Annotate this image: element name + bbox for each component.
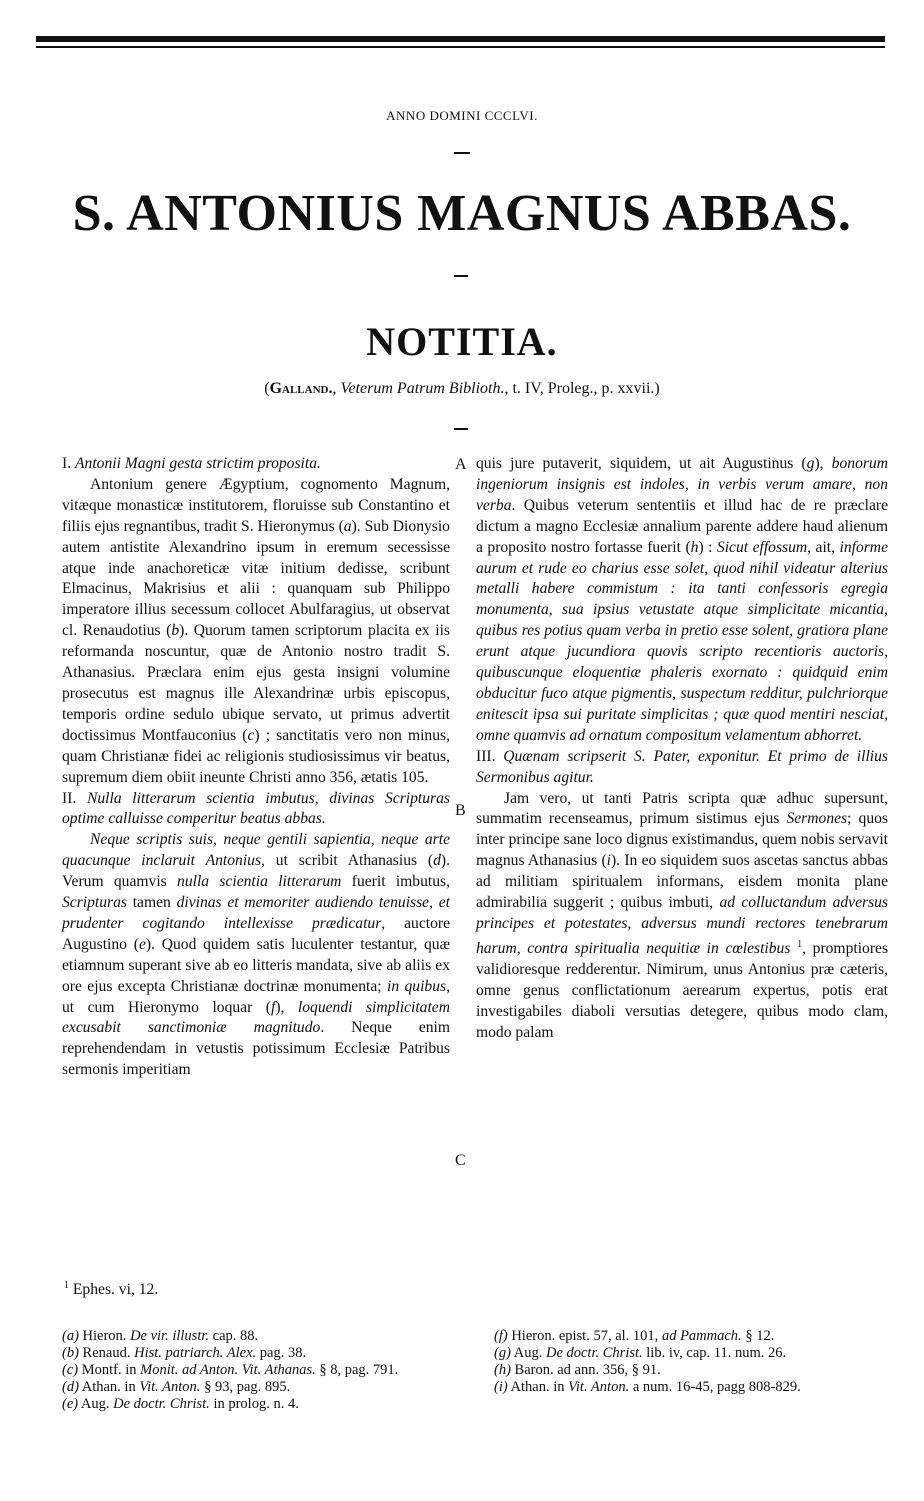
top-rule-thin: [36, 46, 885, 48]
paragraph-2: Neque scriptis suis, neque gentili sapientia, neque arte quacunque inclaruit Antonius, ut scribit Athanasius (d). Verum quamvis nulla scientia litterarum fuerit imbutus, Scripturas tamen divinas et memoriter audiendo tenuisse, et prudenter cogitando intellexisse prædicatur, auctore Augustino (e). Quod quidem satis luculenter testantur, quæ etiamnum superant sive ab eo litteris mandata, sive ab aliis ex ore ejus excepta Christianæ doctrinæ monumenta; in quibus, ut cum Hieronymo loquar (f), loquendi simplicitatem excusabit sanctimoniæ magnitudo. Neque enim reprehendendam in vetustis potissimum Ecclesiæ Patribus sermonis imperitiam: [62, 831, 451, 1079]
left-column: [62, 454, 450, 1081]
notes-left: [62, 1328, 452, 1413]
separator-dash: [454, 428, 468, 430]
paragraph-4: Jam vero, ut tanti Patris scripta quæ adhuc supersunt, summatim recenseamus, primum sistimus ejus Sermones; quos inter principe sane loco dignus existimandus, quem nobis servavit magnus Athanasius (i). In eo siquidem suos ascetas sanctus abbas ad militiam spiritualem informans, eisdem monita plane admirabilia suggerit ; quibus imbuti, ad colluctandum adversus principes et potestates, adversus mundi rectores tenebrarum harum, contra spiritualia nequitiæ in cœlestibus $^1$, promptiores validioresque redderentur. Nimirum, unus Antonius præ cæteris, omne genus conflictationum aerearum expertus, potis erat investigabiles diaboli versutias detegere, quibus modo clam, modo palam: [476, 789, 889, 1041]
paragraph-3: quis jure putaverit, siquidem, ut ait Augustinus (g), bonorum ingeniorum insignis est indoles, in verbis verum amare, non verba. Quibus veterum sententiis et illud hac de re præclare dictum a magno Ecclesiæ annalium parente addere haud alienum a proposito nostro fortasse fuerit (h) : Sicut effossum, ait, informe aurum et rude eo charius esse solet, quod nihil videatur alterius metalli habere commistum : ita tanti confessoris egregia monumenta, sua ipsius vetustate atque simplicitate micantia, quibus res potius quam verba in pretio esse solent, gratiora plane erunt atque jucundiora quovis scripto recentioris auctoris, quibuscunque eloquentiæ phaleris exornato : quidquid enim obducitur fuco atque pigmentis, suspectum redditur, pulchriorque enitescit ipsa sui puritate simplicitas ; quæ quod mentiri nesciat, omne quamvis ad ornatum compositum velamentum abhorret.: [476, 455, 888, 744]
note-item: (i) Athan. in Vit. Anton. a num. 16-45, pagg 808-829.: [494, 1379, 801, 1395]
page-title: S. ANTONIUS MAGNUS ABBAS.: [72, 185, 852, 242]
running-head: ANNO DOMINI CCCLVI.: [386, 108, 538, 123]
note-item: (c) Montf. in Monit. ad Anton. Vit. Athanas. § 8, pag. 791.: [62, 1362, 399, 1378]
separator-dash: [454, 152, 470, 154]
note-item: (h) Baron. ad ann. 356, § 91.: [494, 1362, 661, 1378]
right-column: [476, 454, 888, 1044]
source-citation: (Galland., Veterum Patrum Biblioth., t. IV, Proleg., p. xxvii.): [264, 380, 660, 397]
note-item: (a) Hieron. De vir. illustr. cap. 88.: [62, 1328, 259, 1344]
section-heading-1: I. Antonii Magni gesta strictim proposita.: [62, 455, 321, 472]
separator-dash: [454, 275, 468, 277]
note-item: (g) Aug. De doctr. Christ. lib. iv, cap. 11. num. 26.: [494, 1345, 787, 1361]
section-heading-3: III. Quænam scripserit S. Pater, exponitur. Et primo de illius Sermonibus agitur.: [476, 747, 888, 786]
section-subtitle: NOTITIA.: [366, 319, 558, 364]
note-item: (f) Hieron. epist. 57, al. 101, ad Pammach. § 12.: [494, 1328, 775, 1344]
margin-marker-a: A: [455, 456, 467, 473]
note-item: (b) Renaud. Hist. patriarch. Alex. pag. 38.: [62, 1345, 307, 1361]
top-rule: [36, 36, 885, 42]
paragraph-1: Antonium genere Ægyptium, cognomento Magnum, vitæque monasticæ institutorem, floruisse sub Constantino et filiis ejus regnantibus, tradit S. Hieronymus (a). Sub Dionysio autem antistite Alexandrino ipsum in eremum secessisse atque inde anachoreticæ vitæ initium dedisse, scribunt Elmacinus, Makrisius et alii : quanquam sub Philippo imperatore illius secessum collocet Abulfaragius, ut observat cl. Renaudotius (b). Quorum tamen scriptorum placita ex iis reformanda noscuntur, quæ de Antonio nostro tradit S. Athanasius. Præclara enim ejus gesta insigni volumine prosecutus est magnus ille Alexandrinæ urbis episcopus, temporis ordine sedulo ubique servato, ut primus advertit doctissimus Montfauconius (c) ; sanctitatis vero non minus, quam Christianæ fidei ac religionis studiosissimus vir beatus, supremum diem obiit ineunte Christi anno 356, ætatis 105.: [62, 475, 450, 786]
note-item: (d) Athan. in Vit. Anton. § 93, pag. 895.: [62, 1379, 291, 1395]
footnote-1: $^1$ Ephes. vi, 12.: [64, 1280, 159, 1299]
notes-right: [494, 1328, 888, 1396]
margin-marker-b: B: [455, 802, 466, 819]
margin-marker-c: C: [455, 1152, 466, 1169]
footnote-ref: 1: [797, 938, 803, 950]
note-item: (e) Aug. De doctr. Christ. in prolog. n. 4.: [62, 1396, 299, 1412]
section-heading-2: II. Nulla litterarum scientia imbutus, divinas Scripturas optime calluisse comperitur beatus abbas.: [62, 789, 450, 828]
